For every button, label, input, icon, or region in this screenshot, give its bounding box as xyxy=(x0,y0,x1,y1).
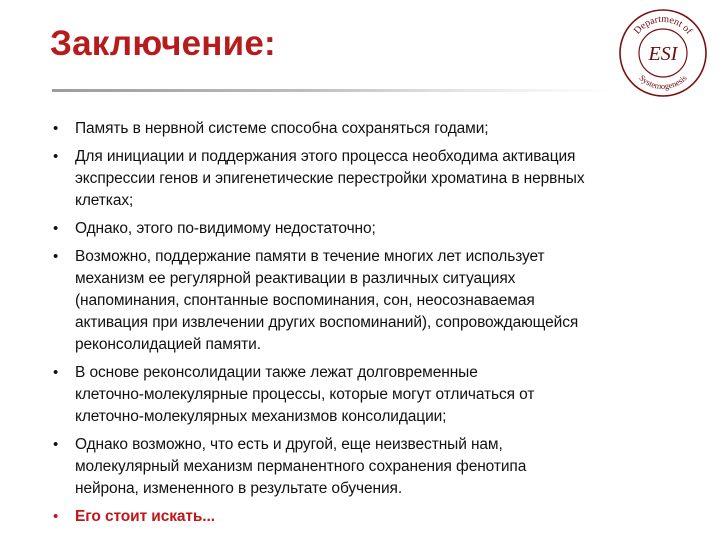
department-logo xyxy=(618,8,708,98)
bullet-dot-icon: • xyxy=(53,508,59,525)
title-underline xyxy=(52,89,612,92)
bullet-dot-icon: • xyxy=(53,364,59,381)
bullet-dot-icon: • xyxy=(53,436,59,453)
bullet-dot-icon: • xyxy=(53,120,59,137)
bullet-item xyxy=(53,434,693,500)
logo-text-bottom: Systemogenesis xyxy=(637,72,689,92)
bullet-item xyxy=(53,218,693,240)
bullet-dot-icon: • xyxy=(53,148,59,165)
bullet-text: Однако возможно, что есть и другой, еще неизвестный нам, молекулярный механизм перманентного сохранения фенотипа нейрона, измененного в результате обучения. xyxy=(75,436,527,497)
logo-text-top: Department of xyxy=(631,13,695,37)
bullet-item-accent xyxy=(53,506,693,528)
bullet-list xyxy=(53,118,693,534)
bullet-item xyxy=(53,246,693,356)
bullet-item xyxy=(53,146,693,212)
bullet-text: Возможно, поддержание памяти в течение многих лет использует механизм ее регулярной реактивации в различных ситуациях (напоминания, спонтанные воспоминания, сон, неосознаваемая активация при извлечении других воспоминаний), сопровождающейся реконсолидацией памяти. xyxy=(75,248,579,353)
bullet-text: В основе реконсолидации также лежат долговременные клеточно-молекулярные процессы, которые могут отличаться от клеточно-молекулярных механизмов консолидации; xyxy=(75,364,535,425)
bullet-item xyxy=(53,362,693,428)
slide-title: Заключение: xyxy=(50,24,276,63)
bullet-item xyxy=(53,118,693,140)
bullet-text: Память в нервной системе способна сохраняться годами; xyxy=(75,120,489,137)
bullet-dot-icon: • xyxy=(53,220,59,237)
logo-text-center: ESI xyxy=(648,43,678,65)
bullet-text: Однако, этого по-видимому недостаточно; xyxy=(75,220,376,237)
bullet-text-accent: Его стоит искать... xyxy=(75,508,215,525)
bullet-dot-icon: • xyxy=(53,248,59,265)
bullet-text: Для инициации и поддержания этого процесса необходима активация экспрессии генов и эпигенетические перестройки хроматина в нервных клетках; xyxy=(75,148,585,209)
